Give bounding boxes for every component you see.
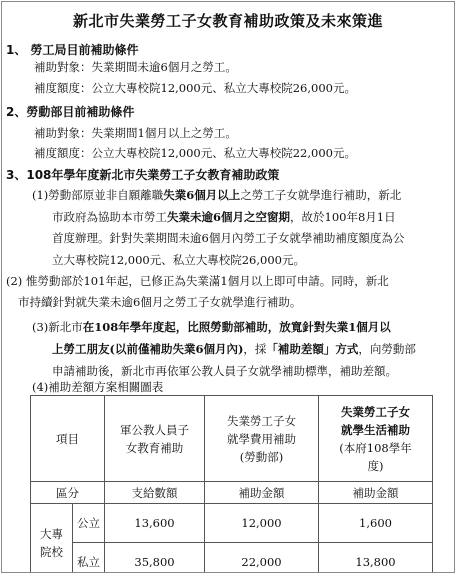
table-cell: 1,600 <box>319 504 433 543</box>
table-row <box>31 543 433 574</box>
col2-subheader-cell: 補助金額 <box>205 482 319 504</box>
paragraph-3-line-1: (3)新北市在108年學年度起，比照勞動部補助，放寬針對失業1個月以 <box>32 320 391 334</box>
document-page <box>1 1 455 573</box>
document-title: 新北市失業勞工子女教育補助政策及未來策進 <box>72 12 383 30</box>
school-type-cell: 公立 <box>73 504 105 543</box>
col3-header-cell: 失業勞工子女 就學生活補助 (本府108學年 度) <box>319 396 433 482</box>
paragraph-3-line-3: 申請補助後，新北市再依軍公教人員子女就學補助標準，補助差額。 <box>52 364 397 378</box>
section-1-amount: 補度額度：公立大專校院12,000元、私立大專校院26,000元。 <box>34 81 356 95</box>
subsidy-table <box>30 395 433 573</box>
paragraph-3-line-2: 上勞工朋友(以前僅補助失業6個月內)，採「補助差額」方式，向勞動部 <box>52 342 416 356</box>
table-cell: 13,600 <box>105 504 205 543</box>
paragraph-1-line-4: 立大專校院12,000元、私立大專校院26,000元。 <box>52 253 305 267</box>
paragraph-1-line-3: 首度辦理。針對失業期間未逾6個月內勞工子女就學補助補度額度為公 <box>52 231 405 245</box>
table-cell: 35,800 <box>105 543 205 574</box>
table-row <box>31 504 433 543</box>
item-header-cell: 項目 <box>31 396 105 482</box>
col1-subheader-cell: 支給數額 <box>105 482 205 504</box>
school-category-cell: 大專 院校 <box>31 504 73 574</box>
school-type-cell: 私立 <box>73 543 105 574</box>
section-1-target: 補助對象：失業期間未逾6個月之勞工。 <box>34 60 237 74</box>
section-2-heading: 2、勞動部目前補助條件 <box>6 105 135 119</box>
paragraph-1-line-1: (1)勞動部原並非自願離職失業6個月以上之勞工子女就學進行補助，新北 <box>32 188 402 202</box>
section-2-amount: 補度額度：公立大專校院12,000元、私立大專校院22,000元。 <box>34 146 356 160</box>
table-cell: 13,800 <box>319 543 433 574</box>
table-subheader-row <box>31 482 433 504</box>
col1-header-cell: 軍公教人員子 女教育補助 <box>105 396 205 482</box>
section-3-heading: 3、108年學年度新北市失業勞工子女教育補助政策 <box>6 168 280 182</box>
category-cell: 區分 <box>31 482 105 504</box>
table-cell: 12,000 <box>205 504 319 543</box>
paragraph-1-line-2: 市政府為協助本市勞工失業未逾6個月之空窗期，故於100年8月1日 <box>52 210 396 224</box>
section-1-heading: 1、 勞工局目前補助條件 <box>6 43 139 57</box>
paragraph-2-line-1: (2) 惟勞動部於101年起，已修正為失業滿1個月以上即可申請。同時，新北 <box>6 274 389 288</box>
section-2-target: 補助對象：失業期間1個月以上之勞工。 <box>34 126 237 140</box>
col2-header-cell: 失業勞工子女 就學費用補助 (勞動部) <box>205 396 319 482</box>
table-header-row <box>31 396 433 482</box>
col3-subheader-cell: 補助金額 <box>319 482 433 504</box>
paragraph-2-line-2: 市持續針對就失業未逾6個月之勞工子女就學進行補助。 <box>18 295 302 309</box>
table-cell: 22,000 <box>205 543 319 574</box>
paragraph-4-caption: (4)補助差額方案相關圖表 <box>32 380 164 394</box>
